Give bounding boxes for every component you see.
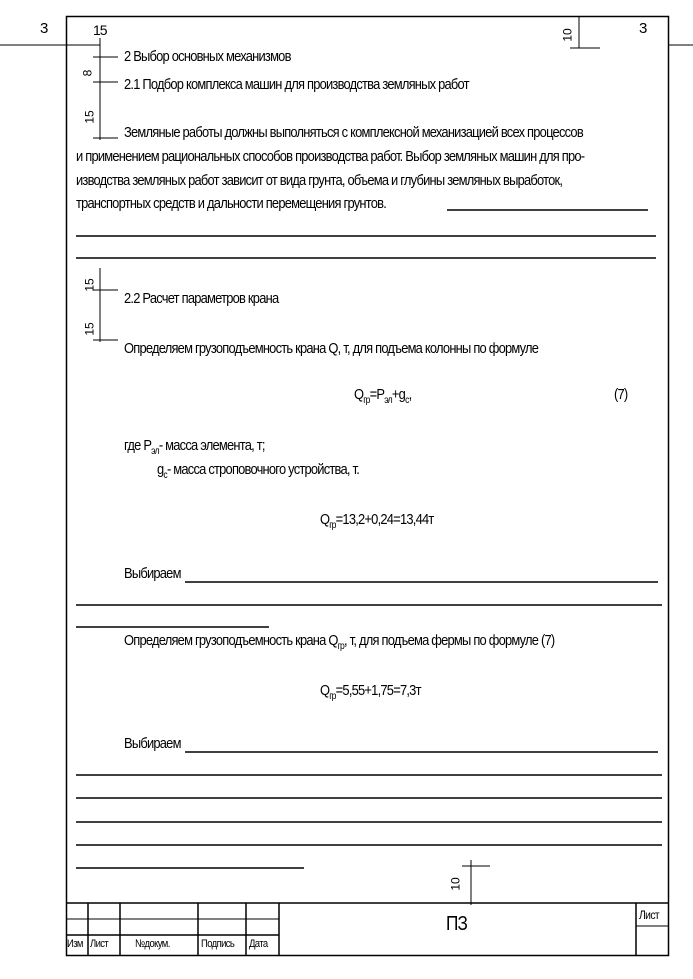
truss-intro-text: Определяем грузоподъемность крана $Q_{гр}$, т, для подъема фермы по формуле (7) [124,632,555,652]
paragraph-line-4: транспортных средств и дальности перемещения грунтов. [76,195,387,212]
dim-label-15b: 15 [82,278,97,292]
crane-intro-text: Определяем грузоподъемность крана Q, т, для подъема колонны по формуле [124,340,539,357]
dim-label-bottom-10: 10 [448,877,463,891]
stamp-col-ndok: №докум. [135,938,170,950]
dim-label-15: 15 [93,22,107,38]
section-title: 2 Выбор основных механизмов [124,48,291,65]
dim-label-left-3: 3 [40,20,49,37]
dim-label-right-3: 3 [639,20,648,37]
formula-7: $Q_{гр}=P_{эл}+g_с$, [354,386,412,406]
stamp-sheet-label: Лист [639,908,660,922]
choose-label-2: Выбираем [124,735,181,752]
paragraph-line-3: изводства земляных работ зависит от вида грунта, объема и глубины земляных выработок, [76,172,563,189]
paragraph-line-1: Земляные работы должны выполняться с комплексной механизацией всех процессов [124,124,583,141]
stamp-col-podp: Подпись [201,938,235,950]
subsection-2-2-title: 2.2 Расчет параметров крана [124,290,279,307]
where-line-2: $g_с-$ масса строповочного устройства, т. [157,461,360,481]
dim-label-8: 8 [80,69,95,77]
calculation-1: $Q_{гр}=13,2+0,24=13,44т$ [320,511,434,531]
where-line-1: где $P_{эл}-$ масса элемента, т; [124,437,265,457]
dim-label-15a: 15 [82,110,97,124]
stamp-col-data: Дата [249,938,268,950]
stamp-col-izm: Изм [67,938,83,950]
calculation-2: $Q_{гр}=5,55+1,75=7,3т$ [320,682,421,702]
formula-number: (7) [614,386,628,403]
choose-label-1: Выбираем [124,565,181,582]
dim-label-top-10: 10 [560,28,575,42]
paragraph-line-2: и применением рациональных способов производства работ. Выбор земляных машин для про- [76,148,585,165]
subsection-2-1-title: 2.1 Подбор комплекса машин для производства земляных работ [124,76,469,93]
dim-label-15c: 15 [82,322,97,336]
stamp-doc-code: ПЗ [446,913,468,935]
stamp-col-list: Лист [90,938,109,950]
